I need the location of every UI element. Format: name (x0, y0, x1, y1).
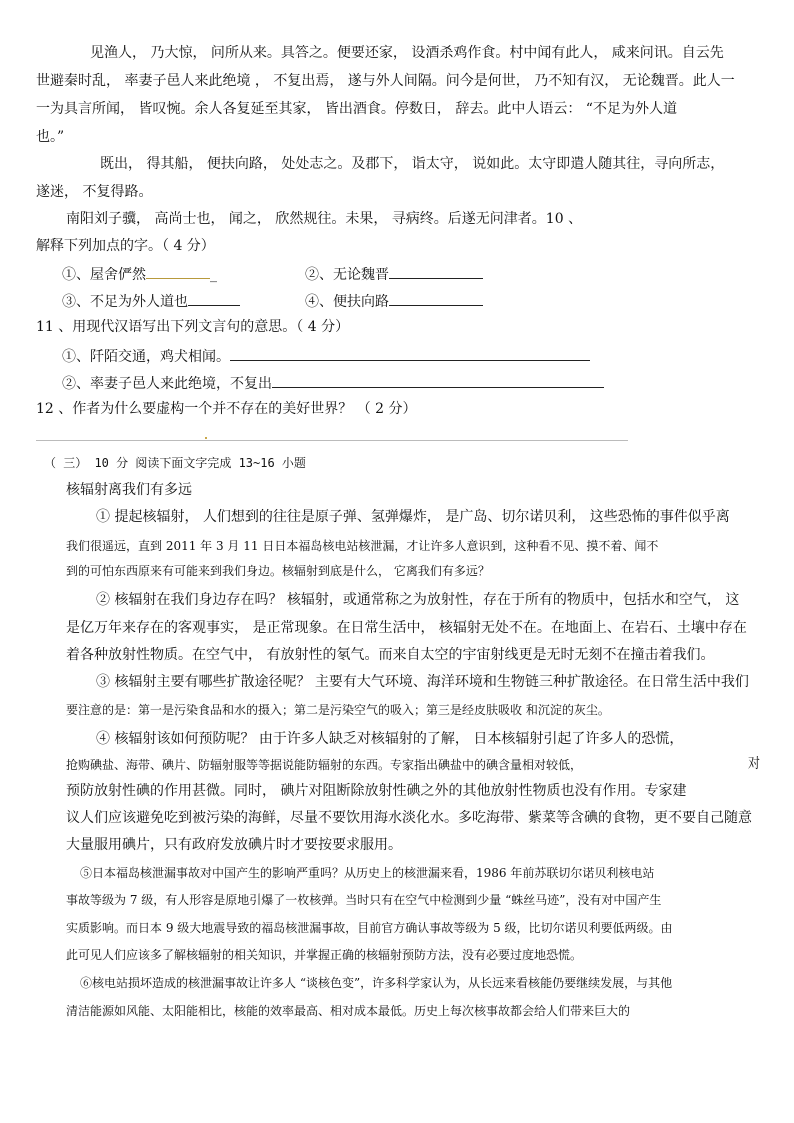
question-11-item-b (62, 373, 604, 393)
paragraph-line: 着各种放射性物质。在空气中， 有放射性的氡气。而来自太空的宇宙射线更是无时无刻不在撞击着我们。 (66, 647, 715, 663)
paragraph-line: ⑤日本福岛核泄漏事故对中国产生的影响严重吗？从历史上的核泄漏来看，1986 年前苏联切尔诺贝利核电站 (80, 866, 655, 880)
passage-line: 既出， 得其船， 便扶向路， 处处志之。及郡下， 诣太守， 说如此。太守即遣人随其往，寻向所志， (100, 156, 725, 172)
passage-line: 也。” (36, 129, 65, 145)
answer-blank[interactable] (389, 264, 483, 279)
question-11-prompt: 11 、用现代汉语写出下列文言句的意思。（ 4 分） (36, 319, 350, 335)
item-label: ②、无论魏晋 (305, 267, 389, 283)
passage-line: 见渔人， 乃大惊， 问所从来。具答之。便要还家， 设酒杀鸡作食。村中闻有此人， 咸来问讯。自云先 (90, 45, 724, 61)
item-label: ④、便扶向路 (305, 294, 389, 310)
question-12-prompt: 12 、作者为什么要虚构一个并不存在的美好世界？ （ 2 分） (36, 401, 417, 417)
answer-blank[interactable] (146, 264, 210, 279)
passage-line: 遂迷， 不复得路。 (36, 184, 153, 200)
answer-blank[interactable] (389, 291, 483, 306)
paragraph-line: 大量服用碘片，只有政府发放碘片时才要按要求服用。 (66, 837, 402, 853)
answer-blank[interactable] (272, 373, 604, 388)
answer-blank[interactable] (188, 291, 240, 306)
section-divider (36, 440, 628, 441)
paragraph-line: ② 核辐射在我们身边存在吗？ 核辐射，或通常称之为放射性，存在于所有的物质中，包括水和空气， 这 (96, 592, 740, 608)
question-10-prompt: 解释下列加点的字。（ 4 分） (36, 238, 215, 254)
item-label: ①、屋舍俨然 (62, 267, 146, 283)
answer-blank[interactable] (230, 346, 590, 361)
paragraph-line: 是亿万年来存在的客观事实， 是正常现象。在日常生活中， 核辐射无处不在。在地面上、在岩石、土壤中存在 (66, 620, 747, 636)
item-label: ①、阡陌交通，鸡犬相闻。 (62, 349, 230, 365)
section-header: （ 三） 10 分 阅读下面文字完成 13~16 小题 (44, 456, 306, 470)
passage-line: 世避秦时乱， 率妻子邑人来此绝境 ， 不复出焉， 遂与外人间隔。问今是何世， 乃不知有汉， 无论魏晋。此人一 (36, 73, 735, 89)
item-label: ③、不足为外人道也 (62, 294, 188, 310)
question-10-item-c (62, 291, 240, 311)
paragraph-line: 事故等级为 7 级，有人形容是原地引爆了一枚核弹。当时只有在空气中检测到少量 “蛛丝马迹”，没有对中国产生 (66, 893, 662, 907)
paragraph-line: 抢购碘盐、海带、碘片、防辐射服等等据说能防辐射的东西。专家指出碘盐中的碘含量相对较低， (66, 758, 583, 772)
article-title: 核辐射离我们有多远 (66, 482, 192, 498)
item-label: ②、率妻子邑人来此绝境，不复出 (62, 376, 272, 392)
paragraph-line: 实质影响。而日本 9 级大地震导致的福岛核泄漏事故，目前官方确认事故等级为 5 级，比切尔诺贝利要低两级。由 (66, 921, 673, 935)
passage-line: 一为具言所闻， 皆叹惋。余人各复延至其家， 皆出酒食。停数日， 辞去。此中人语云： “不足为外人道 (36, 101, 677, 117)
paragraph-line: 预防放射性碘的作用甚微。同时， 碘片对阻断除放射性碘之外的其他放射性物质也没有作用。专家建 (66, 783, 687, 799)
question-10-item-a: ①、屋舍俨然 _ (62, 264, 217, 284)
passage-line: 南阳刘子骥， 高尚士也， 闻之， 欣然规往。未果， 寻病终。后遂无问津者。10 、 (66, 211, 583, 227)
paragraph-line: 要注意的是：第一是污染食品和水的摄入；第二是污染空气的吸入；第三是经皮肤吸收 和沉淀的灰尘。 (66, 703, 610, 717)
paragraph-line: 议人们应该避免吃到被污染的海鲜，尽量不要饮用海水淡化水。多吃海带、紫菜等含碘的食物，更不要自己随意 (66, 810, 752, 826)
paragraph-line: ④ 核辐射该如何预防呢？ 由于许多人缺乏对核辐射的了解， 日本核辐射引起了许多人的恐慌， (96, 731, 684, 747)
paragraph-line: ③ 核辐射主要有哪些扩散途径呢？ 主要有大气环境、海洋环境和生物链三种扩散途径。在日常生活中我们 (96, 674, 749, 690)
paragraph-line: 到的可怕东西原来有可能来到我们身边。核辐射到底是什么， 它离我们有多远？ (66, 564, 490, 578)
paragraph-line: ⑥核电站损坏造成的核泄漏事故让许多人 “谈核色变”，许多科学家认为，从长远来看核能仍要继续发展，与其他 (80, 976, 673, 990)
stray-mark (205, 437, 207, 439)
question-11-item-a (62, 346, 590, 366)
paragraph-line: ① 提起核辐射， 人们想到的往往是原子弹、氢弹爆炸， 是广岛、切尔诺贝利， 这些恐怖的事件似乎离 (96, 509, 730, 525)
question-10-item-b (305, 264, 483, 284)
paragraph-line: 清洁能源如风能、太阳能相比，核能的效率最高、相对成本最低。历史上每次核事故都会给人们带来巨大的 (66, 1004, 631, 1018)
paragraph-line: 我们很遥远，直到 2011 年 3 月 11 日日本福岛核电站核泄漏，才让许多人意识到，这种看不见、摸不着、闻不 (66, 539, 659, 553)
paragraph-line: 此可见人们应该多了解核辐射的相关知识，并掌握正确的核辐射预防方法，没有必要过度地恐慌。 (66, 948, 583, 962)
paragraph-line: 对 (748, 756, 760, 772)
question-10-item-d (305, 291, 483, 311)
